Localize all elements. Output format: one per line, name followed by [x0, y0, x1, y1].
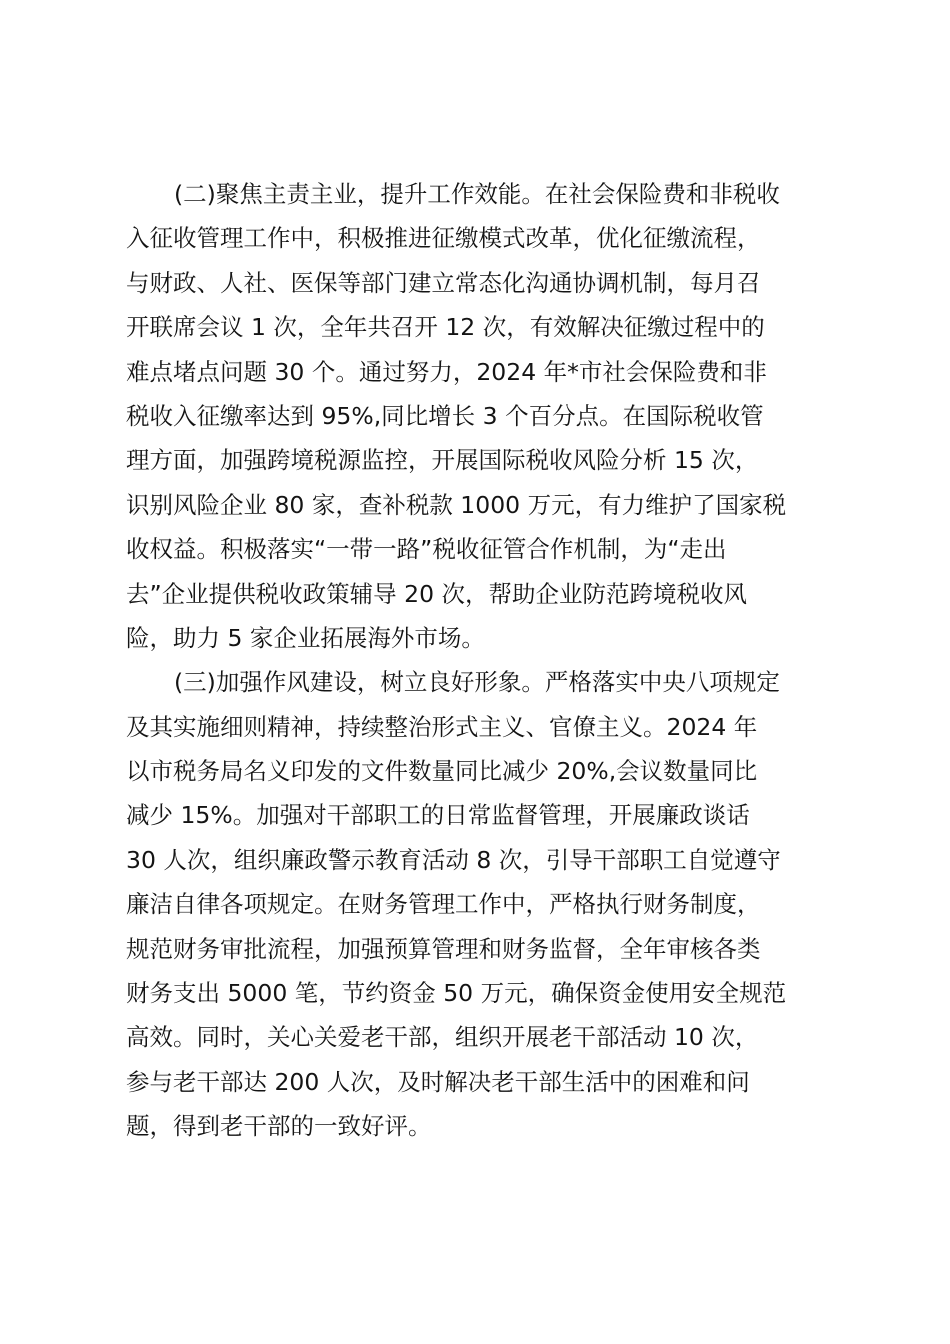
text-line: 财务支出 5000 笔，节约资金 50 万元，确保资金使用安全规范: [126, 979, 787, 1008]
text-line: (三)加强作风建设，树立良好形象。严格落实中央八项规定: [174, 668, 780, 697]
text-line: 规范财务审批流程，加强预算管理和财务监督，全年审核各类: [126, 934, 761, 963]
text-line: 理方面，加强跨境税源监控，开展国际税收风险分析 15 次，: [126, 446, 759, 475]
text-line: 与财政、人社、医保等部门建立常态化沟通协调机制，每月召: [126, 268, 761, 297]
text-line: 难点堵点问题 30 个。通过努力，2024 年*市社会保险费和非: [126, 357, 767, 386]
text-line: 减少 15%。加强对干部职工的日常监督管理，开展廉政谈话: [126, 801, 750, 830]
paragraph-work-style: [126, 660, 836, 1148]
text-line: 收权益。积极落实“一带一路”税收征管合作机制，为“走出: [126, 535, 727, 564]
text-line: 参与老干部达 200 人次，及时解决老干部生活中的困难和问: [126, 1067, 750, 1096]
text-line: 税收入征缴率达到 95%,同比增长 3 个百分点。在国际税收管: [126, 401, 764, 430]
text-line: 及其实施细则精神，持续整治形式主义、官僚主义。2024 年: [126, 712, 758, 741]
text-line: 入征收管理工作中，积极推进征缴模式改革，优化征缴流程，: [126, 224, 761, 253]
text-line: 开联席会议 1 次，全年共召开 12 次，有效解决征缴过程中的: [126, 313, 765, 342]
text-line: 去”企业提供税收政策辅导 20 次，帮助企业防范跨境税收风: [126, 579, 748, 608]
text-line: 廉洁自律各项规定。在财务管理工作中，严格执行财务制度，: [126, 890, 761, 919]
text-line: 30 人次，组织廉政警示教育活动 8 次，引导干部职工自觉遵守: [126, 845, 781, 874]
paragraph-focus-main-duties: [126, 172, 836, 660]
text-line: 识别风险企业 80 家，查补税款 1000 万元，有力维护了国家税: [126, 490, 787, 519]
text-line: 以市税务局名义印发的文件数量同比减少 20%,会议数量同比: [126, 757, 758, 786]
text-line: (二)聚焦主责主业，提升工作效能。在社会保险费和非税收: [174, 180, 780, 208]
text-line: 险，助力 5 家企业拓展海外市场。: [126, 623, 485, 652]
text-line: 高效。同时，关心关爱老干部，组织开展老干部活动 10 次，: [126, 1023, 759, 1052]
text-line: 题，得到老干部的一致好评。: [126, 1112, 432, 1141]
document-body: [126, 172, 836, 1149]
